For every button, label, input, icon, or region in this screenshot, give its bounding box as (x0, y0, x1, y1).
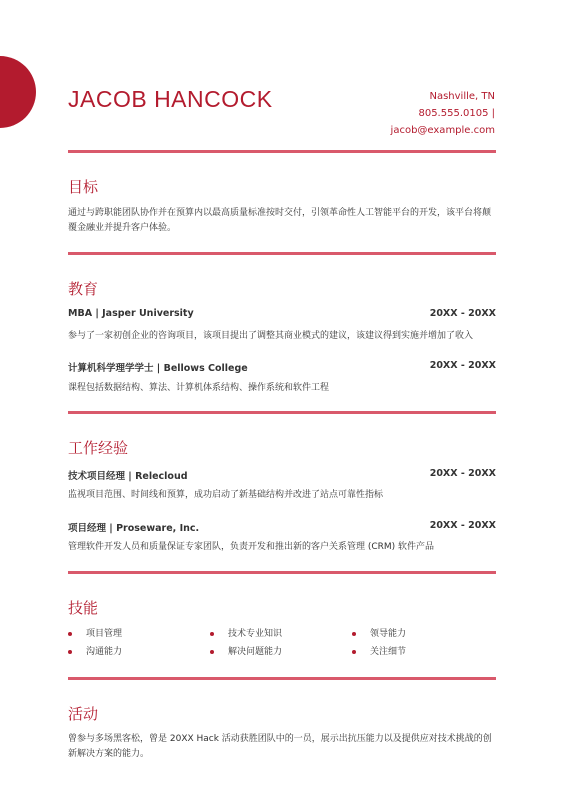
experience-entry-title: 技术项目经理 | Relecloud (68, 471, 188, 482)
experience-entry-heading (68, 468, 496, 482)
education-entry-heading (68, 308, 496, 319)
experience-entry-title: 项目经理 | Proseware, Inc. (68, 523, 200, 534)
bullet-icon (352, 650, 356, 654)
experience-entry-description: 监视项目范围、时间线和预算，成功启动了新基础结构并改进了站点可靠性指标 (68, 490, 384, 500)
skills-column (210, 625, 282, 661)
bullet-icon (68, 632, 72, 636)
experience-entry-date: 20XX - 20XX (429, 468, 496, 479)
education-entry-date: 20XX - 20XX (429, 308, 496, 319)
contact-block (391, 88, 495, 139)
objective-text: 通过与跨职能团队协作并在预算内以最高质量标准按时交付，引领革命性人工智能平台的开发，该平台将颠覆金融业并提升客户体验。 (68, 208, 492, 233)
education-entry-date: 20XX - 20XX (429, 360, 496, 371)
education-entry-description: 参与了一家初创企业的咨询项目，该项目提出了调整其商业模式的建议，该建议得到实施并增加了收入 (68, 331, 474, 341)
education-entry-title: MBA | Jasper University (68, 308, 194, 319)
candidate-name: JACOB HANCOCK (68, 86, 273, 112)
education-entry-description: 课程包括数据结构、算法、计算机体系结构、操作系统和软件工程 (68, 383, 330, 393)
skill-item: 技术专业知识 (210, 625, 282, 643)
skills-column (352, 625, 406, 661)
section-divider (68, 252, 496, 255)
education-entry-heading (68, 360, 496, 374)
skills-column (68, 625, 122, 661)
skill-item: 解决问题能力 (210, 643, 282, 661)
contact-email[interactable]: jacob@example.com (390, 125, 495, 136)
experience-entry-date: 20XX - 20XX (429, 520, 496, 531)
section-divider (68, 150, 496, 153)
bullet-icon (352, 632, 356, 636)
skill-item: 领导能力 (352, 625, 406, 643)
experience-entry-heading (68, 520, 496, 534)
contact-phone: 805.555.0105 | (418, 108, 495, 119)
activities-title: 活动 (68, 705, 99, 723)
section-divider (68, 411, 496, 414)
section-divider (68, 571, 496, 574)
bullet-icon (210, 650, 214, 654)
bullet-icon (210, 632, 214, 636)
skill-item: 关注细节 (352, 643, 406, 661)
education-entry-title: 计算机科学理学学士 | Bellows College (68, 363, 248, 374)
decorative-corner-circle (0, 56, 36, 128)
experience-title: 工作经验 (68, 439, 129, 457)
education-title: 教育 (68, 280, 99, 298)
contact-location: Nashville, TN (429, 91, 495, 102)
skill-item: 沟通能力 (68, 643, 122, 661)
objective-title: 目标 (68, 178, 99, 196)
skill-item: 项目管理 (68, 625, 122, 643)
bullet-icon (68, 650, 72, 654)
skills-title: 技能 (68, 599, 99, 617)
section-divider (68, 677, 496, 680)
experience-entry-description: 管理软件开发人员和质量保证专家团队，负责开发和推出新的客户关系管理 (CRM) 软件产品 (68, 542, 435, 552)
activities-text: 曾参与多场黑客松，曾是 20XX Hack 活动获胜团队中的一员，展示出抗压能力以及提供应对技术挑战的创新解决方案的能力。 (68, 734, 492, 759)
